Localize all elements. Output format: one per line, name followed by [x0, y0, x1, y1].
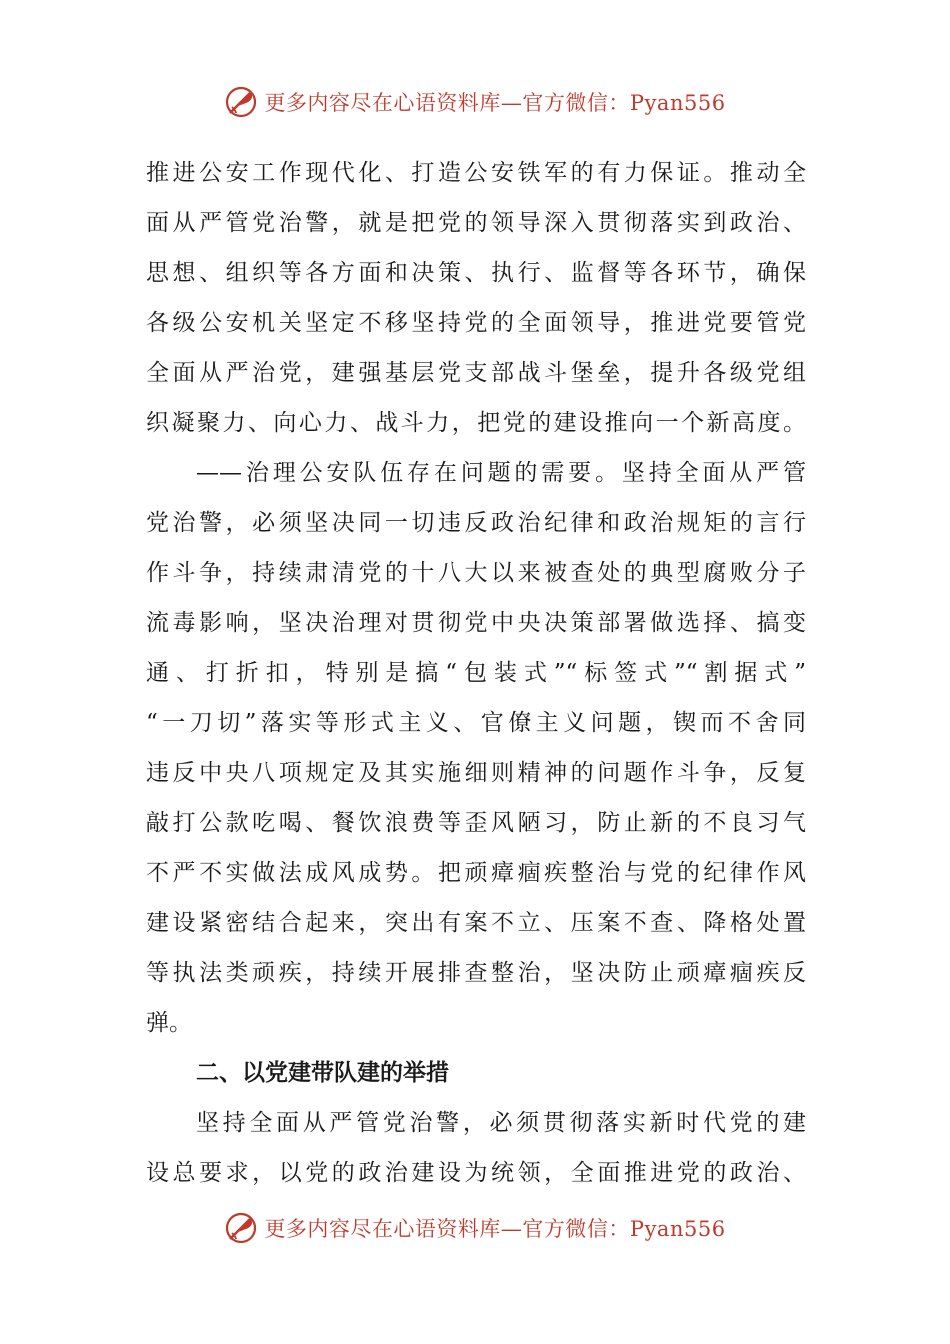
footer-banner-text: 更多内容尽在心语资料库—官方微信：Pyan556 — [264, 1217, 726, 1241]
text-line: 违反中央八项规定及其实施细则精神的问题作斗争，反复 — [146, 760, 806, 786]
text-line: 织凝聚力、向心力、战斗力，把党的建设推向一个新高度。 — [146, 410, 806, 436]
text-line: “一刀切”落实等形式主义、官僚主义问题，锲而不舍同 — [146, 710, 806, 736]
quill-pen-logo-icon — [224, 1211, 258, 1245]
quill-pen-logo-icon — [224, 85, 258, 119]
document-body — [146, 148, 806, 1198]
text-line: 坚持全面从严管党治警，必须贯彻落实新时代党的建 — [196, 1110, 806, 1136]
text-line: 各级公安机关坚定不移坚持党的全面领导，推进党要管党 — [146, 310, 806, 336]
text-line: ——治理公安队伍存在问题的需要。坚持全面从严管 — [196, 460, 806, 486]
header-banner-text: 更多内容尽在心语资料库—官方微信：Pyan556 — [264, 91, 726, 115]
text-line: 作斗争，持续肃清党的十八大以来被查处的典型腐败分子 — [146, 560, 806, 586]
text-line: 等执法类顽疾，持续开展排查整治，坚决防止顽瘴痼疾反 — [146, 960, 806, 986]
text-line: 设总要求，以党的政治建设为统领，全面推进党的政治、 — [146, 1160, 806, 1186]
text-line: 建设紧密结合起来，突出有案不立、压案不查、降格处置 — [146, 910, 806, 936]
text-line: 流毒影响，坚决治理对贯彻党中央决策部署做选择、搞变 — [146, 610, 806, 636]
text-line: 思想、组织等各方面和决策、执行、监督等各环节，确保 — [146, 260, 806, 286]
text-line: 推进公安工作现代化、打造公安铁军的有力保证。推动全 — [146, 160, 806, 186]
paragraph-1 — [146, 148, 806, 448]
text-line: 敲打公款吃喝、餐饮浪费等歪风陋习，防止新的不良习气 — [146, 810, 806, 836]
text-line: 通、打折扣，特别是搞“包装式”“标签式”“割据式” — [146, 660, 806, 686]
paragraph-2 — [146, 448, 806, 1048]
text-line: 弹。 — [146, 1010, 192, 1036]
paragraph-3 — [146, 1098, 806, 1198]
text-line: 党治警，必须坚决同一切违反政治纪律和政治规矩的言行 — [146, 510, 806, 536]
footer-banner[interactable] — [0, 1208, 950, 1248]
header-banner[interactable] — [0, 82, 950, 122]
text-line: 全面从严治党，建强基层党支部战斗堡垒，提升各级党组 — [146, 360, 806, 386]
text-line: 不严不实做法成风成势。把顽瘴痼疾整治与党的纪律作风 — [146, 860, 806, 886]
section-heading: 二、以党建带队建的举措 — [196, 1060, 449, 1086]
text-line: 面从严管党治警，就是把党的领导深入贯彻落实到政治、 — [146, 210, 806, 236]
